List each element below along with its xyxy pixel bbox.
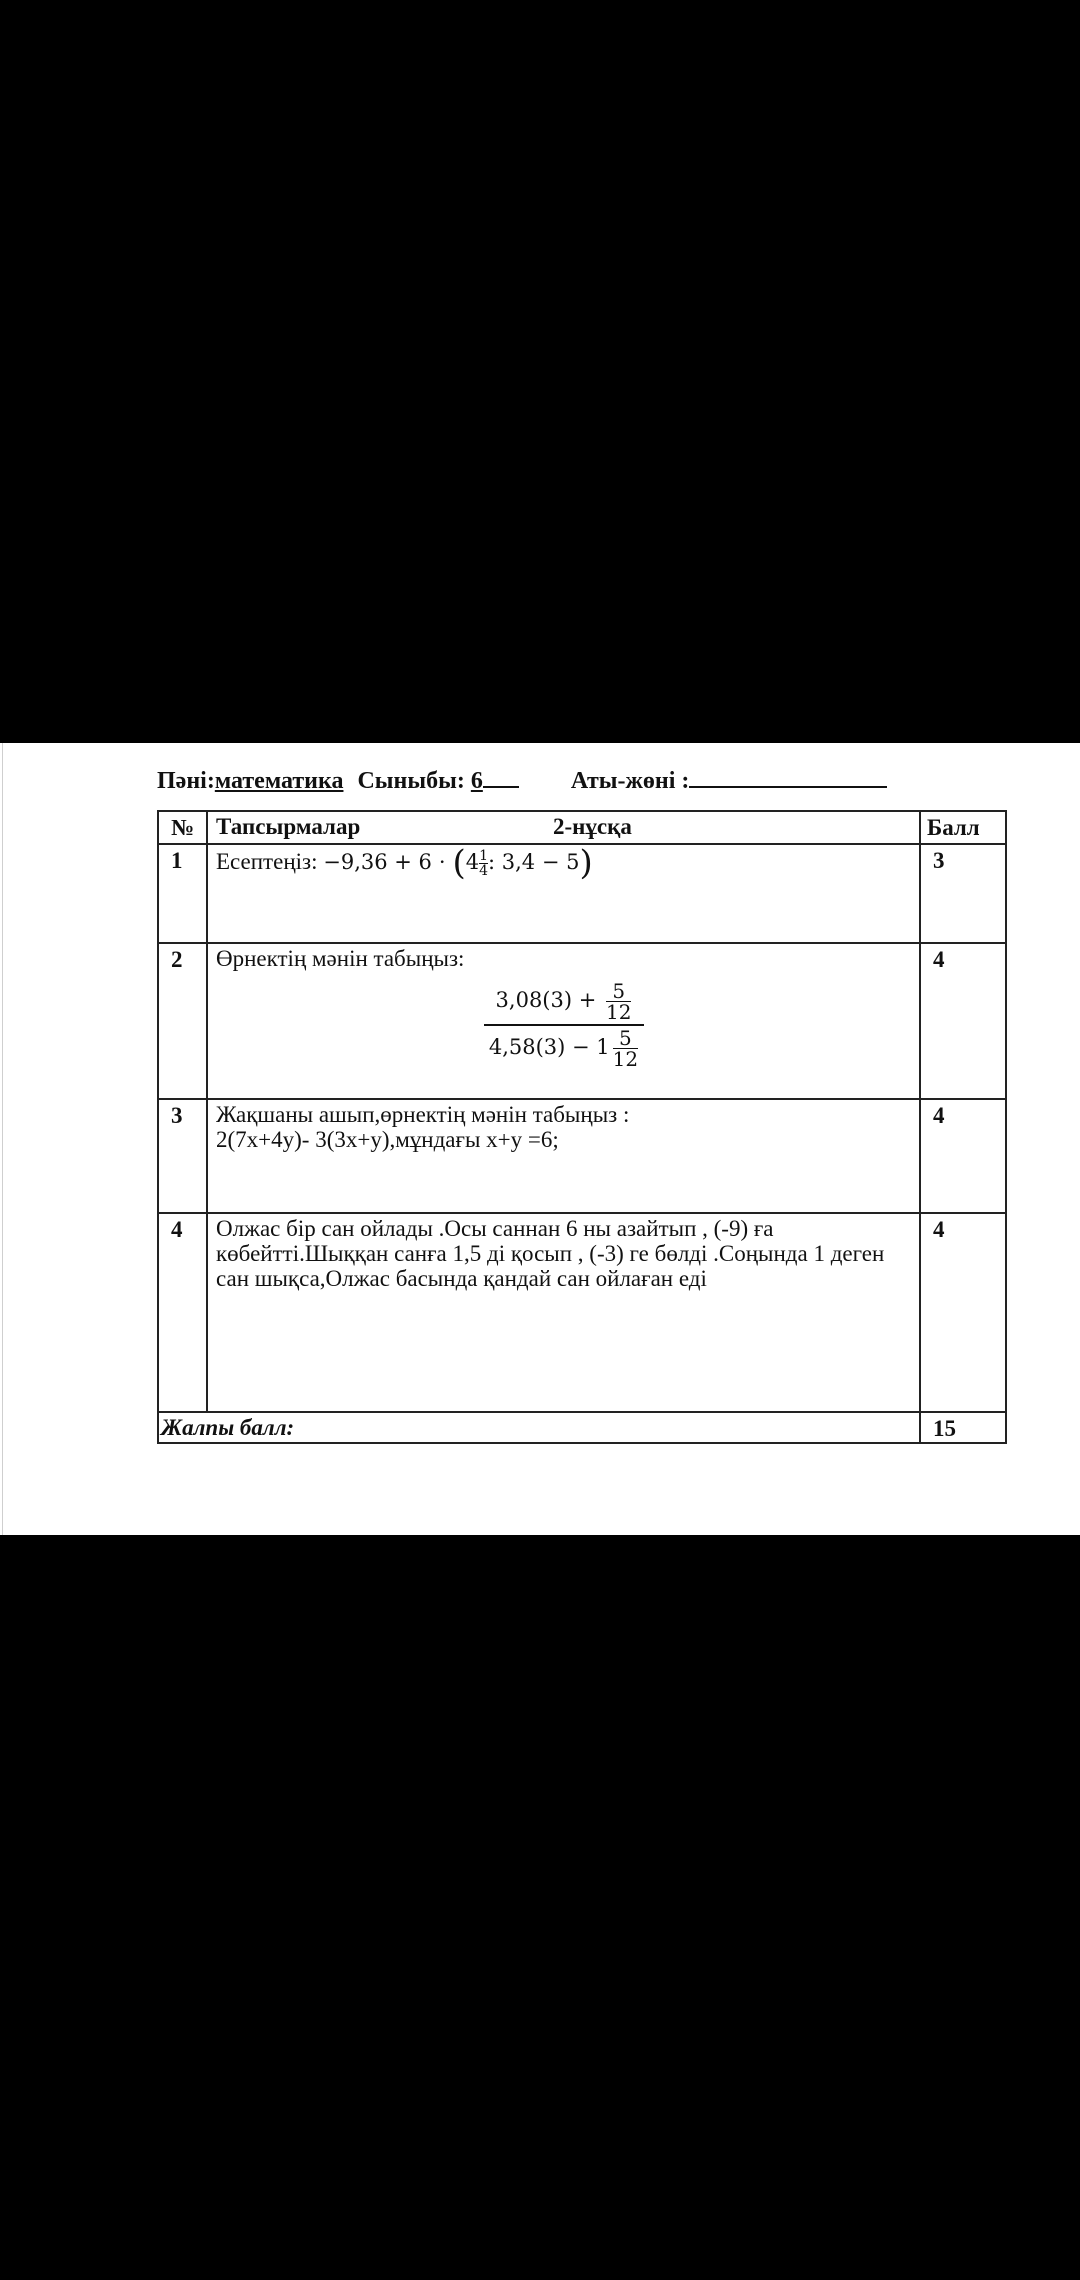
- small-denominator: 12: [612, 1047, 639, 1071]
- fraction-numerator-expression: [496, 981, 632, 1022]
- fraction-5-12: [613, 1028, 638, 1069]
- task-1-expression: [323, 843, 593, 883]
- task-points: 4: [920, 943, 1006, 1099]
- table-row: [158, 1099, 1006, 1213]
- total-points: 15: [920, 1412, 1006, 1443]
- table-header-row: [158, 811, 1006, 844]
- task-points: 3: [920, 844, 1006, 943]
- task-2-fraction: [216, 981, 911, 1069]
- task-2-content: [207, 943, 920, 1099]
- mixed-whole: 4: [465, 850, 480, 874]
- class-value: 6: [470, 768, 483, 794]
- name-blank: [689, 764, 887, 788]
- task-number: 3: [158, 1099, 207, 1213]
- column-points-header: Балл: [920, 811, 1006, 844]
- expression-part-b: : 3,4 − 5: [488, 850, 580, 874]
- expression-part-a: −9,36 + 6 ⋅: [323, 850, 453, 874]
- tasks-header-label: Тапсырмалар: [216, 814, 361, 839]
- class-blank: [483, 764, 519, 788]
- table-row: [158, 1213, 1006, 1412]
- fraction-numerator: 1: [479, 848, 489, 864]
- task-points: 4: [920, 1099, 1006, 1213]
- task-1-prompt: Есептеңіз:: [216, 849, 318, 874]
- subject-label: Пәні:: [157, 768, 215, 794]
- small-numerator: 5: [619, 1026, 632, 1050]
- column-number-header: №: [158, 811, 207, 844]
- tasks-table: [157, 810, 1007, 1444]
- table-row: [158, 844, 1006, 943]
- name-label: Аты-жөні :: [570, 768, 690, 794]
- fraction-denominator-expression: [489, 1028, 638, 1069]
- variant-label: 2-нұсқа: [553, 814, 632, 839]
- fraction-one-quarter: [479, 849, 488, 878]
- task-1-content: [207, 844, 920, 943]
- total-label: Жалпы балл:: [158, 1412, 920, 1443]
- task-number: 1: [158, 844, 207, 943]
- worksheet-page: [0, 743, 1080, 1535]
- task-number: 4: [158, 1213, 207, 1412]
- class-label: Сыныбы:: [357, 768, 465, 794]
- fraction-denominator: 4: [479, 863, 489, 879]
- small-denominator: 12: [606, 1000, 632, 1024]
- table-row: [158, 943, 1006, 1099]
- right-paren: ): [579, 843, 593, 883]
- task-2-prompt: Өрнектің мәнін табыңыз:: [216, 946, 465, 971]
- subject-value: математика: [214, 768, 344, 794]
- page-edge: [2, 743, 3, 1535]
- fraction-5-12: [606, 981, 631, 1022]
- task-3-line-2: 2(7x+4y)- 3(3x+y),мұндағы x+y =6;: [216, 1127, 559, 1152]
- task-3-line-1: Жақшаны ашып,өрнектің мәнін табыңыз :: [216, 1102, 630, 1127]
- task-4-text: Олжас бір сан ойлады .Осы саннан 6 ны азайтып , (-9) ға көбейтті.Шыққан санға 1,5 ді қосып , (-3) ге бөлді .Соңында 1 деген сан шықса,Олжас басында қандай сан ойлаған еді: [207, 1213, 920, 1412]
- task-number: 2: [158, 943, 207, 1099]
- task-points: 4: [920, 1213, 1006, 1412]
- small-numerator: 5: [612, 979, 626, 1003]
- numerator-text: 3,08(3) +: [495, 988, 603, 1012]
- column-tasks-header: [207, 811, 920, 844]
- left-paren: (: [452, 843, 466, 883]
- task-3-content: [207, 1099, 920, 1213]
- total-row: [158, 1412, 1006, 1443]
- worksheet-header: [157, 764, 887, 795]
- denominator-text: 4,58(3) − 1: [488, 1035, 610, 1059]
